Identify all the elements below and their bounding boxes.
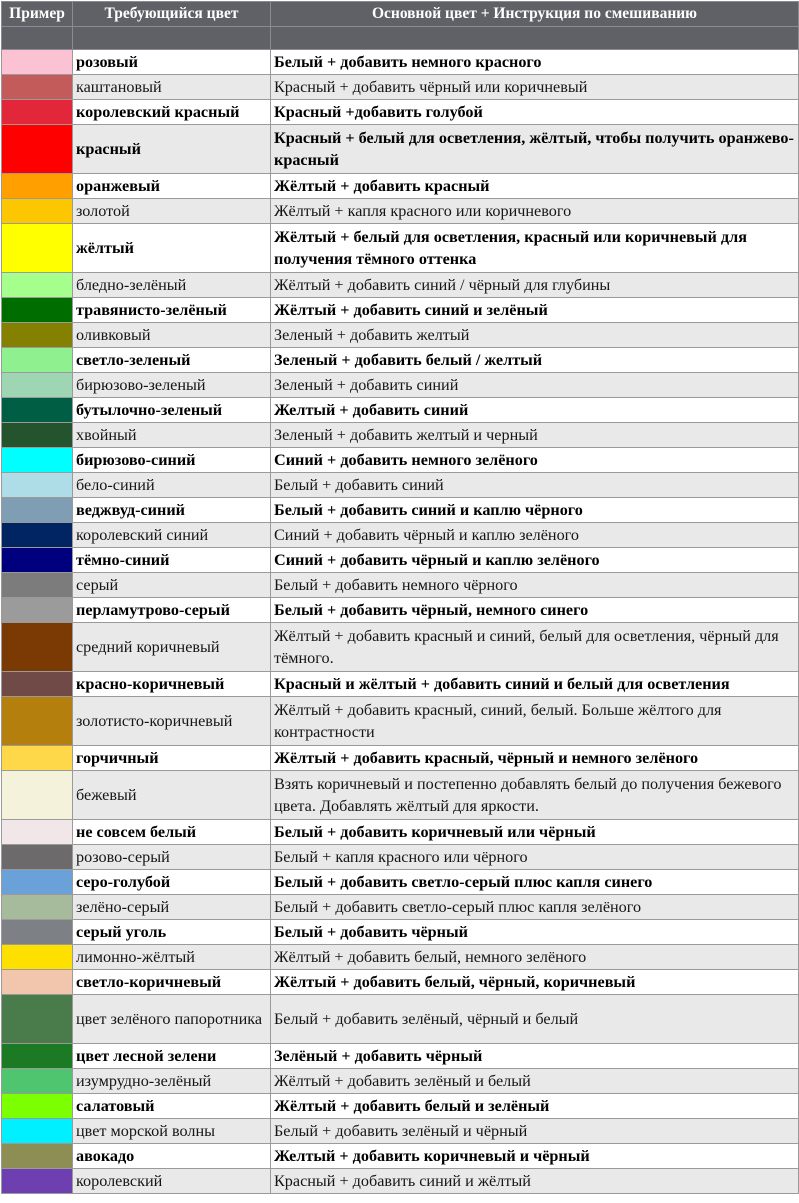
mixing-instruction: Жёлтый + добавить красный (271, 174, 799, 199)
color-swatch (2, 174, 72, 198)
color-swatch (2, 1069, 72, 1093)
color-name: бутылочно-зеленый (73, 398, 271, 423)
color-swatch (2, 100, 72, 124)
color-name: перламутрово-серый (73, 598, 271, 623)
mixing-instruction: Жёлтый + добавить белый, чёрный, коричневый (271, 970, 799, 995)
color-swatch-cell (2, 75, 73, 100)
color-name: горчичный (73, 746, 271, 771)
color-swatch-cell (2, 1144, 73, 1169)
color-swatch (2, 920, 72, 944)
color-swatch-cell (2, 697, 73, 746)
table-row (2, 1119, 799, 1144)
table-row (2, 623, 799, 672)
color-name: серо-голубой (73, 870, 271, 895)
color-name: цвет лесной зелени (73, 1044, 271, 1069)
spacer-cell (2, 27, 73, 50)
table-row (2, 920, 799, 945)
color-swatch (2, 548, 72, 572)
color-swatch (2, 523, 72, 547)
color-name: оранжевый (73, 174, 271, 199)
mixing-instruction: Жёлтый + добавить красный, чёрный и немного зелёного (271, 746, 799, 771)
color-name: бледно-зелёный (73, 273, 271, 298)
color-swatch-cell (2, 323, 73, 348)
mixing-instruction: Белый + добавить чёрный, немного синего (271, 598, 799, 623)
color-name: розово-серый (73, 845, 271, 870)
mixing-instruction: Жёлтый + добавить красный, синий, белый. Больше жёлтого для контрастности (271, 697, 799, 746)
color-swatch (2, 423, 72, 447)
mixing-instruction: Белый + добавить немного красного (271, 50, 799, 75)
mixing-instruction: Красный + добавить синий и жёлтый (271, 1169, 799, 1194)
color-swatch-cell (2, 1169, 73, 1194)
color-swatch (2, 573, 72, 597)
table-row (2, 348, 799, 373)
table-row (2, 1044, 799, 1069)
mixing-instruction: Зеленый + добавить желтый и черный (271, 423, 799, 448)
table-row (2, 1069, 799, 1094)
color-swatch-cell (2, 498, 73, 523)
color-swatch-cell (2, 820, 73, 845)
color-swatch (2, 672, 72, 696)
table-row (2, 398, 799, 423)
table-row (2, 174, 799, 199)
color-swatch (2, 298, 72, 322)
color-swatch-cell (2, 199, 73, 224)
color-name: светло-коричневый (73, 970, 271, 995)
color-swatch-cell (2, 398, 73, 423)
table-row (2, 498, 799, 523)
mixing-instruction: Красный + белый для осветления, жёлтый, чтобы получить оранжево-красный (271, 125, 799, 174)
header-row (2, 2, 799, 27)
color-swatch-cell (2, 623, 73, 672)
mixing-instruction: Красный +добавить голубой (271, 100, 799, 125)
color-name: серый (73, 573, 271, 598)
color-swatch-cell (2, 174, 73, 199)
color-swatch (2, 771, 72, 819)
mixing-instruction: Жёлтый + добавить зелёный и белый (271, 1069, 799, 1094)
color-name: серый уголь (73, 920, 271, 945)
color-name: золотой (73, 199, 271, 224)
color-swatch (2, 945, 72, 969)
mixing-instruction: Желтый + добавить синий (271, 398, 799, 423)
color-name: красно-коричневый (73, 672, 271, 697)
color-name: бежевый (73, 771, 271, 820)
color-swatch-cell (2, 1044, 73, 1069)
mixing-instruction: Жёлтый + добавить синий / чёрный для глубины (271, 273, 799, 298)
table-row (2, 771, 799, 820)
table-row (2, 945, 799, 970)
color-swatch-cell (2, 995, 73, 1044)
color-swatch (2, 348, 72, 372)
color-name: оливковый (73, 323, 271, 348)
table-row (2, 548, 799, 573)
mixing-instruction: Взять коричневый и постепенно добавлять белый до получения бежевого цвета. Добавлять жёлтый для яркости. (271, 771, 799, 820)
color-swatch-cell (2, 523, 73, 548)
color-swatch-cell (2, 573, 73, 598)
color-name: королевский красный (73, 100, 271, 125)
table-row (2, 100, 799, 125)
table-row (2, 75, 799, 100)
color-name: не совсем белый (73, 820, 271, 845)
table-row (2, 970, 799, 995)
color-swatch (2, 970, 72, 994)
table-row (2, 125, 799, 174)
color-swatch-cell (2, 125, 73, 174)
mixing-instruction: Жёлтый + добавить белый, немного зелёного (271, 945, 799, 970)
color-swatch (2, 845, 72, 869)
table-row (2, 697, 799, 746)
mixing-instruction: Зелёный + добавить чёрный (271, 1044, 799, 1069)
table-row (2, 323, 799, 348)
table-row (2, 995, 799, 1044)
table-row (2, 373, 799, 398)
color-name: салатовый (73, 1094, 271, 1119)
mixing-instruction: Белый + добавить синий и каплю чёрного (271, 498, 799, 523)
table-row (2, 746, 799, 771)
color-name: изумрудно-зелёный (73, 1069, 271, 1094)
color-swatch (2, 697, 72, 745)
color-swatch-cell (2, 224, 73, 273)
mixing-instruction: Зеленый + добавить синий (271, 373, 799, 398)
mixing-instruction: Синий + добавить чёрный и каплю зелёного (271, 523, 799, 548)
table-row (2, 1144, 799, 1169)
color-swatch-cell (2, 945, 73, 970)
table-row (2, 523, 799, 548)
color-swatch-cell (2, 845, 73, 870)
table-row (2, 672, 799, 697)
color-swatch-cell (2, 920, 73, 945)
table-row (2, 1169, 799, 1194)
mixing-instruction: Красный + добавить чёрный или коричневый (271, 75, 799, 100)
color-swatch-cell (2, 100, 73, 125)
color-name: средний коричневый (73, 623, 271, 672)
table-body (2, 50, 799, 1194)
color-swatch (2, 273, 72, 297)
color-swatch (2, 1044, 72, 1068)
mixing-instruction: Белый + добавить светло-серый плюс капля синего (271, 870, 799, 895)
color-name: бело-синий (73, 473, 271, 498)
color-swatch (2, 995, 72, 1043)
color-swatch-cell (2, 473, 73, 498)
color-swatch-cell (2, 746, 73, 771)
header-sample: Пример (2, 2, 73, 27)
color-swatch-cell (2, 373, 73, 398)
color-swatch-cell (2, 548, 73, 573)
mixing-instruction: Синий + добавить немного зелёного (271, 448, 799, 473)
color-swatch (2, 895, 72, 919)
spacer-cell (73, 27, 271, 50)
color-swatch-cell (2, 50, 73, 75)
color-name: бирюзово-синий (73, 448, 271, 473)
color-swatch-cell (2, 870, 73, 895)
spacer-cell (271, 27, 799, 50)
color-swatch-cell (2, 970, 73, 995)
table-row (2, 870, 799, 895)
color-swatch (2, 598, 72, 622)
color-swatch (2, 75, 72, 99)
mixing-instruction: Жёлтый + капля красного или коричневого (271, 199, 799, 224)
mixing-instruction: Белый + добавить зелёный, чёрный и белый (271, 995, 799, 1044)
color-swatch-cell (2, 672, 73, 697)
header-required-color: Требующийся цвет (73, 2, 271, 27)
color-swatch (2, 746, 72, 770)
color-swatch (2, 448, 72, 472)
table-row (2, 895, 799, 920)
color-name: светло-зеленый (73, 348, 271, 373)
table-row (2, 199, 799, 224)
color-name: жёлтый (73, 224, 271, 273)
mixing-instruction: Белый + добавить зелёный и чёрный (271, 1119, 799, 1144)
color-name: королевский (73, 1169, 271, 1194)
table-row (2, 224, 799, 273)
color-swatch (2, 50, 72, 74)
color-swatch-cell (2, 895, 73, 920)
table-row (2, 50, 799, 75)
mixing-instruction: Белый + добавить коричневый или чёрный (271, 820, 799, 845)
color-name: каштановый (73, 75, 271, 100)
color-swatch-cell (2, 1069, 73, 1094)
color-swatch-cell (2, 1119, 73, 1144)
color-name: травянисто-зелёный (73, 298, 271, 323)
color-swatch (2, 224, 72, 272)
color-swatch (2, 398, 72, 422)
mixing-instruction: Синий + добавить чёрный и каплю зелёного (271, 548, 799, 573)
table-row (2, 473, 799, 498)
color-name: авокадо (73, 1144, 271, 1169)
color-swatch (2, 623, 72, 671)
table-row (2, 448, 799, 473)
color-name: бирюзово-зеленый (73, 373, 271, 398)
color-swatch (2, 199, 72, 223)
color-name: розовый (73, 50, 271, 75)
color-swatch-cell (2, 423, 73, 448)
mixing-instruction: Красный и жёлтый + добавить синий и белый для осветления (271, 672, 799, 697)
mixing-instruction: Жёлтый + добавить белый и зелёный (271, 1094, 799, 1119)
table-row (2, 820, 799, 845)
color-name: веджвуд-синий (73, 498, 271, 523)
mixing-instruction: Жёлтый + белый для осветления, красный или коричневый для получения тёмного оттенка (271, 224, 799, 273)
color-swatch (2, 373, 72, 397)
color-swatch-cell (2, 273, 73, 298)
color-swatch (2, 1169, 72, 1193)
color-name: красный (73, 125, 271, 174)
table-row (2, 298, 799, 323)
table-row (2, 845, 799, 870)
header-instruction: Основной цвет + Инструкция по смешиванию (271, 2, 799, 27)
color-swatch-cell (2, 448, 73, 473)
color-name: хвойный (73, 423, 271, 448)
color-swatch (2, 473, 72, 497)
color-name: цвет зелёного папоротника (73, 995, 271, 1044)
color-swatch (2, 870, 72, 894)
color-swatch (2, 498, 72, 522)
mixing-instruction: Белый + добавить синий (271, 473, 799, 498)
color-swatch-cell (2, 348, 73, 373)
color-name: цвет морской волны (73, 1119, 271, 1144)
color-name: королевский синий (73, 523, 271, 548)
color-swatch (2, 323, 72, 347)
mixing-instruction: Белый + добавить немного чёрного (271, 573, 799, 598)
table-row (2, 423, 799, 448)
header-spacer-row (2, 27, 799, 50)
table-row (2, 273, 799, 298)
mixing-instruction: Белый + капля красного или чёрного (271, 845, 799, 870)
color-swatch-cell (2, 1094, 73, 1119)
color-table (1, 1, 799, 1194)
table-row (2, 573, 799, 598)
mixing-instruction: Зеленый + добавить желтый (271, 323, 799, 348)
color-swatch-cell (2, 598, 73, 623)
mixing-instruction: Жёлтый + добавить красный и синий, белый для осветления, чёрный для тёмного. (271, 623, 799, 672)
color-swatch (2, 1094, 72, 1118)
mixing-instruction: Белый + добавить светло-серый плюс капля зелёного (271, 895, 799, 920)
mixing-instruction: Желтый + добавить коричневый и чёрный (271, 1144, 799, 1169)
color-swatch (2, 1144, 72, 1168)
color-swatch (2, 820, 72, 844)
color-name: золотисто-коричневый (73, 697, 271, 746)
mixing-instruction: Жёлтый + добавить синий и зелёный (271, 298, 799, 323)
color-swatch-cell (2, 771, 73, 820)
table-row (2, 598, 799, 623)
mixing-instruction: Зеленый + добавить белый / желтый (271, 348, 799, 373)
color-swatch (2, 1119, 72, 1143)
table-row (2, 1094, 799, 1119)
color-swatch-cell (2, 298, 73, 323)
color-swatch (2, 125, 72, 173)
color-name: тёмно-синий (73, 548, 271, 573)
mixing-instruction: Белый + добавить чёрный (271, 920, 799, 945)
color-name: лимонно-жёлтый (73, 945, 271, 970)
color-name: зелёно-серый (73, 895, 271, 920)
